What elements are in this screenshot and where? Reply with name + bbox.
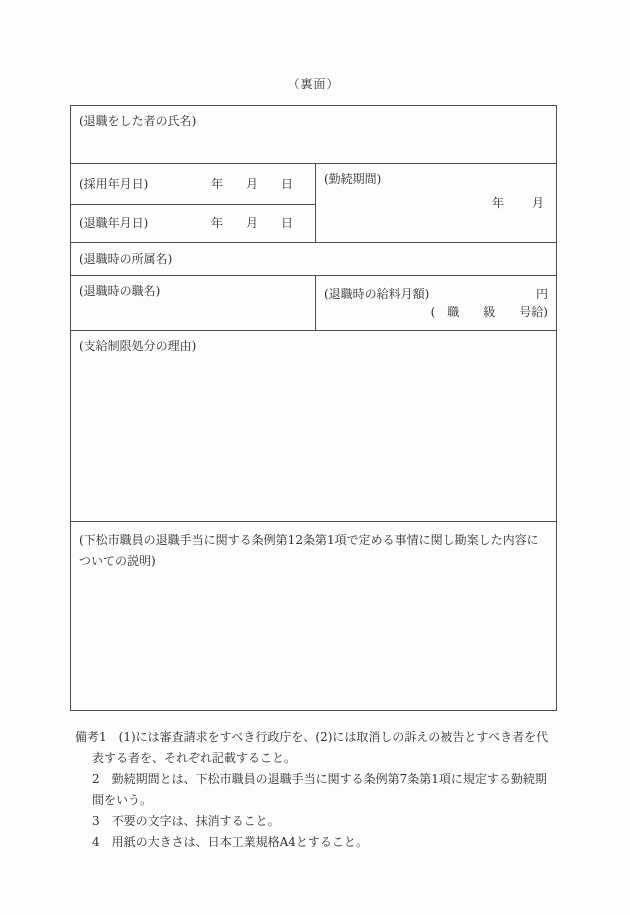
row-consideration [71, 521, 556, 710]
hire-year-unit: 年 [210, 176, 223, 191]
job-title-label: (退職時の職名) [79, 284, 161, 298]
service-period-units [492, 195, 544, 211]
consideration-label: (下松市職員の退職手当に関する条例第12条第1項で定める事情に関し勘案した内容についての説明) [79, 533, 539, 568]
service-period-cell [316, 164, 556, 242]
remark-line: 4 用紙の大きさは、日本工業規格A4とすること。 [92, 835, 368, 849]
page-title: （裏面） [287, 77, 340, 91]
salary-cell [316, 276, 556, 330]
restriction-reason-cell [71, 331, 556, 521]
retire-month-unit: 月 [245, 216, 258, 231]
row-retiree-name [71, 106, 556, 163]
remarks-section [75, 727, 575, 853]
retire-date-cell [71, 205, 315, 242]
remark-line: 2 勤続期間とは、下松市職員の退職手当に関する条例第7条第1項に規定する勤続期 [92, 772, 547, 786]
consideration-cell [71, 522, 556, 710]
row-restriction-reason [71, 330, 556, 521]
hire-date-label: (採用年月日) [79, 176, 149, 191]
remark-line: 間をいう。 [92, 793, 153, 807]
restriction-reason-label: (支給制限処分の理由) [79, 339, 197, 353]
remark-line: 表する者を、それぞれ記載すること。 [92, 751, 297, 765]
salary-grade-line: ( 職 級 号給) [430, 304, 548, 319]
retiree-name-label: (退職をした者の氏名) [79, 114, 197, 128]
service-period-label: (勤続期間) [324, 172, 382, 186]
job-title-cell [71, 276, 316, 330]
row-dates-service [71, 163, 556, 242]
remark-line: 3 不要の文字は、抹消すること。 [92, 814, 280, 828]
retire-day-unit: 日 [280, 216, 293, 231]
retire-date-label: (退職年月日) [79, 216, 149, 231]
dates-column [71, 164, 316, 242]
row-department [71, 242, 556, 275]
salary-line1 [324, 286, 548, 302]
salary-label: (退職時の給料月額) [324, 287, 430, 302]
retiree-name-cell [71, 106, 556, 163]
retire-year-unit: 年 [210, 216, 223, 231]
remark-line: 備考1 (1)には審査請求をすべき行政庁を、(2)には取消しの訴えの被告とすべき者を代 [75, 730, 549, 744]
row-title-salary [71, 275, 556, 330]
department-cell [71, 243, 556, 275]
department-label: (退職時の所属名) [79, 251, 173, 266]
service-year-unit: 年 [491, 195, 504, 210]
hire-month-unit: 月 [245, 176, 258, 191]
job-title-label-wrap [71, 276, 315, 306]
salary-unit-yen: 円 [535, 287, 548, 302]
form-table [70, 105, 557, 711]
service-month-unit: 月 [531, 195, 544, 210]
hire-date-cell [71, 164, 315, 205]
hire-day-unit: 日 [280, 176, 293, 191]
